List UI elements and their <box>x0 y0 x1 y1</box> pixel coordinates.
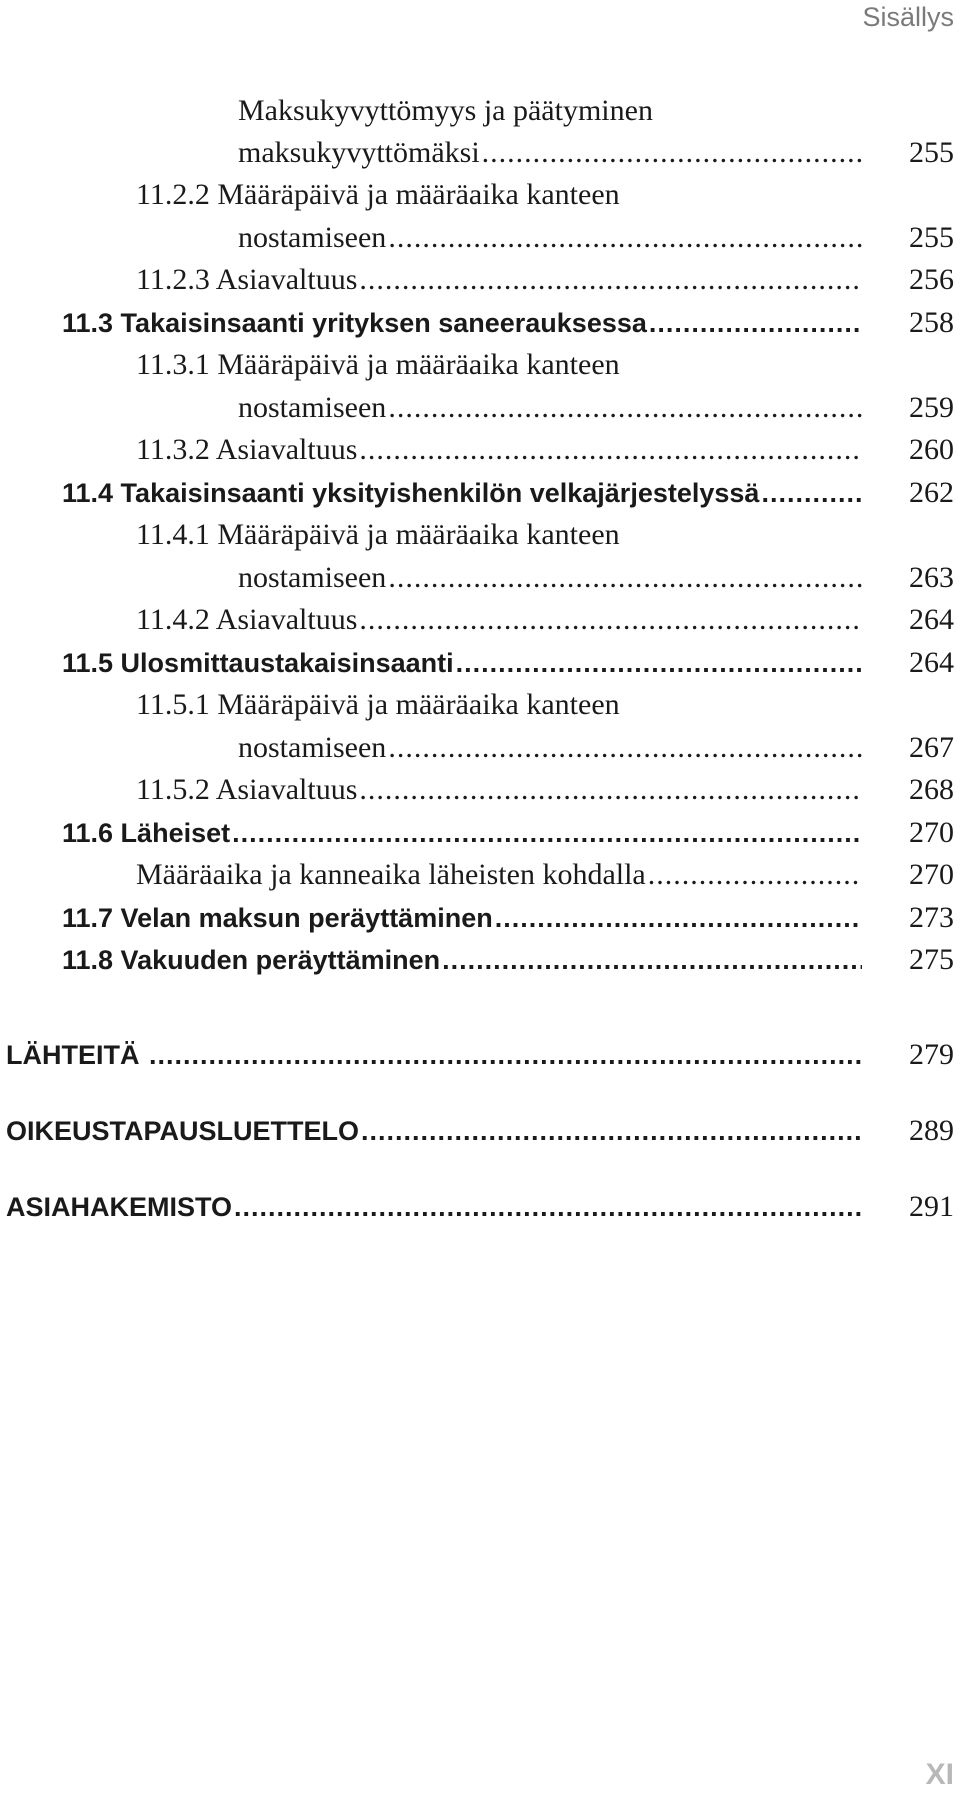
toc-entry-title: 11.3.2 Asiavaltuus <box>136 433 358 466</box>
toc-entry <box>0 306 960 346</box>
toc-page-number: 289 <box>909 1114 954 1147</box>
toc-entry <box>0 858 960 898</box>
toc-entry <box>0 476 960 516</box>
toc-entry-title: OIKEUSTAPAUSLUETTELO <box>6 1116 360 1146</box>
toc-page-number: 262 <box>909 476 954 509</box>
toc-entry-title: 11.8 Vakuuden peräyttäminen <box>62 945 441 975</box>
toc-page-number: 260 <box>909 433 954 466</box>
toc-page-number: 270 <box>909 858 954 891</box>
toc-entry <box>0 1190 960 1230</box>
toc-entry-title: 11.6 Läheiset <box>62 818 231 848</box>
toc-entry-title: 11.4 Takaisinsaanti yksityishenkilön velkajärjestelyssä <box>62 478 760 508</box>
toc-entry <box>0 518 960 558</box>
toc-entry <box>0 943 960 983</box>
toc-entry <box>0 178 960 218</box>
toc-page-number: 270 <box>909 816 954 849</box>
toc-page-number: 275 <box>909 943 954 976</box>
toc-entry-title: 11.4.2 Asiavaltuus <box>136 603 358 636</box>
toc-entry-title: maksukyvyttömäksi <box>238 136 480 169</box>
toc-entry-title: nostamiseen <box>238 731 387 764</box>
toc-entry-title: LÄHTEITÄ <box>6 1040 147 1070</box>
toc-entry <box>0 221 960 261</box>
toc-entry-title: nostamiseen <box>238 391 387 424</box>
toc-page-number: 256 <box>909 263 954 296</box>
toc-page-number: 267 <box>909 731 954 764</box>
toc-entry-title: ASIAHAKEMISTO <box>6 1192 233 1222</box>
toc-entry <box>0 561 960 601</box>
toc-entry-title: 11.5 Ulosmittaustakaisinsaanti <box>62 648 454 678</box>
toc-page-number: 273 <box>909 901 954 934</box>
toc-entry <box>0 901 960 941</box>
toc-entry <box>0 646 960 686</box>
toc-entry-title: nostamiseen <box>238 221 387 254</box>
toc-entry <box>0 94 960 134</box>
toc-entry <box>0 348 960 388</box>
toc-entry-title: 11.2.3 Asiavaltuus <box>136 263 358 296</box>
toc-page-number: 263 <box>909 561 954 594</box>
toc-entry-title: 11.3 Takaisinsaanti yrityksen saneerauksessa <box>62 308 647 338</box>
toc-entry <box>0 1114 960 1154</box>
page-folio: XI <box>925 1758 954 1791</box>
toc-entry <box>0 688 960 728</box>
toc-page-number: 268 <box>909 773 954 806</box>
toc-entry-title: 11.5.2 Asiavaltuus <box>136 773 358 806</box>
toc-entry-title: 11.2.2 Määräpäivä ja määräaika kanteen <box>136 178 620 211</box>
toc-entry-title: Määräaika ja kanneaika läheisten kohdalla <box>136 858 646 891</box>
toc-page-number: 279 <box>909 1038 954 1071</box>
toc-page-number: 259 <box>909 391 954 424</box>
toc-entry <box>0 136 960 176</box>
toc-entry-title: 11.3.1 Määräpäivä ja määräaika kanteen <box>136 348 620 381</box>
toc-entry <box>0 773 960 813</box>
toc-page-number: 258 <box>909 306 954 339</box>
toc-page-number: 264 <box>909 603 954 636</box>
toc-entry <box>0 731 960 771</box>
toc-page-number: 291 <box>909 1190 954 1223</box>
toc-page-number: 255 <box>909 136 954 169</box>
toc-entry-title: 11.4.1 Määräpäivä ja määräaika kanteen <box>136 518 620 551</box>
toc-page-number: 255 <box>909 221 954 254</box>
toc-entry <box>0 433 960 473</box>
toc-entry <box>0 1038 960 1078</box>
toc-entry <box>0 263 960 303</box>
toc-entry <box>0 603 960 643</box>
running-head: Sisällys <box>862 2 954 32</box>
toc-entry-title: 11.7 Velan maksun peräyttäminen <box>62 903 493 933</box>
toc-entry <box>0 391 960 431</box>
toc-entry-title: nostamiseen <box>238 561 387 594</box>
toc-entry-title: 11.5.1 Määräpäivä ja määräaika kanteen <box>136 688 620 721</box>
toc-entry-title: Maksukyvyttömyys ja päätyminen <box>238 94 653 127</box>
toc-page-number: 264 <box>909 646 954 679</box>
toc-entry <box>0 816 960 856</box>
